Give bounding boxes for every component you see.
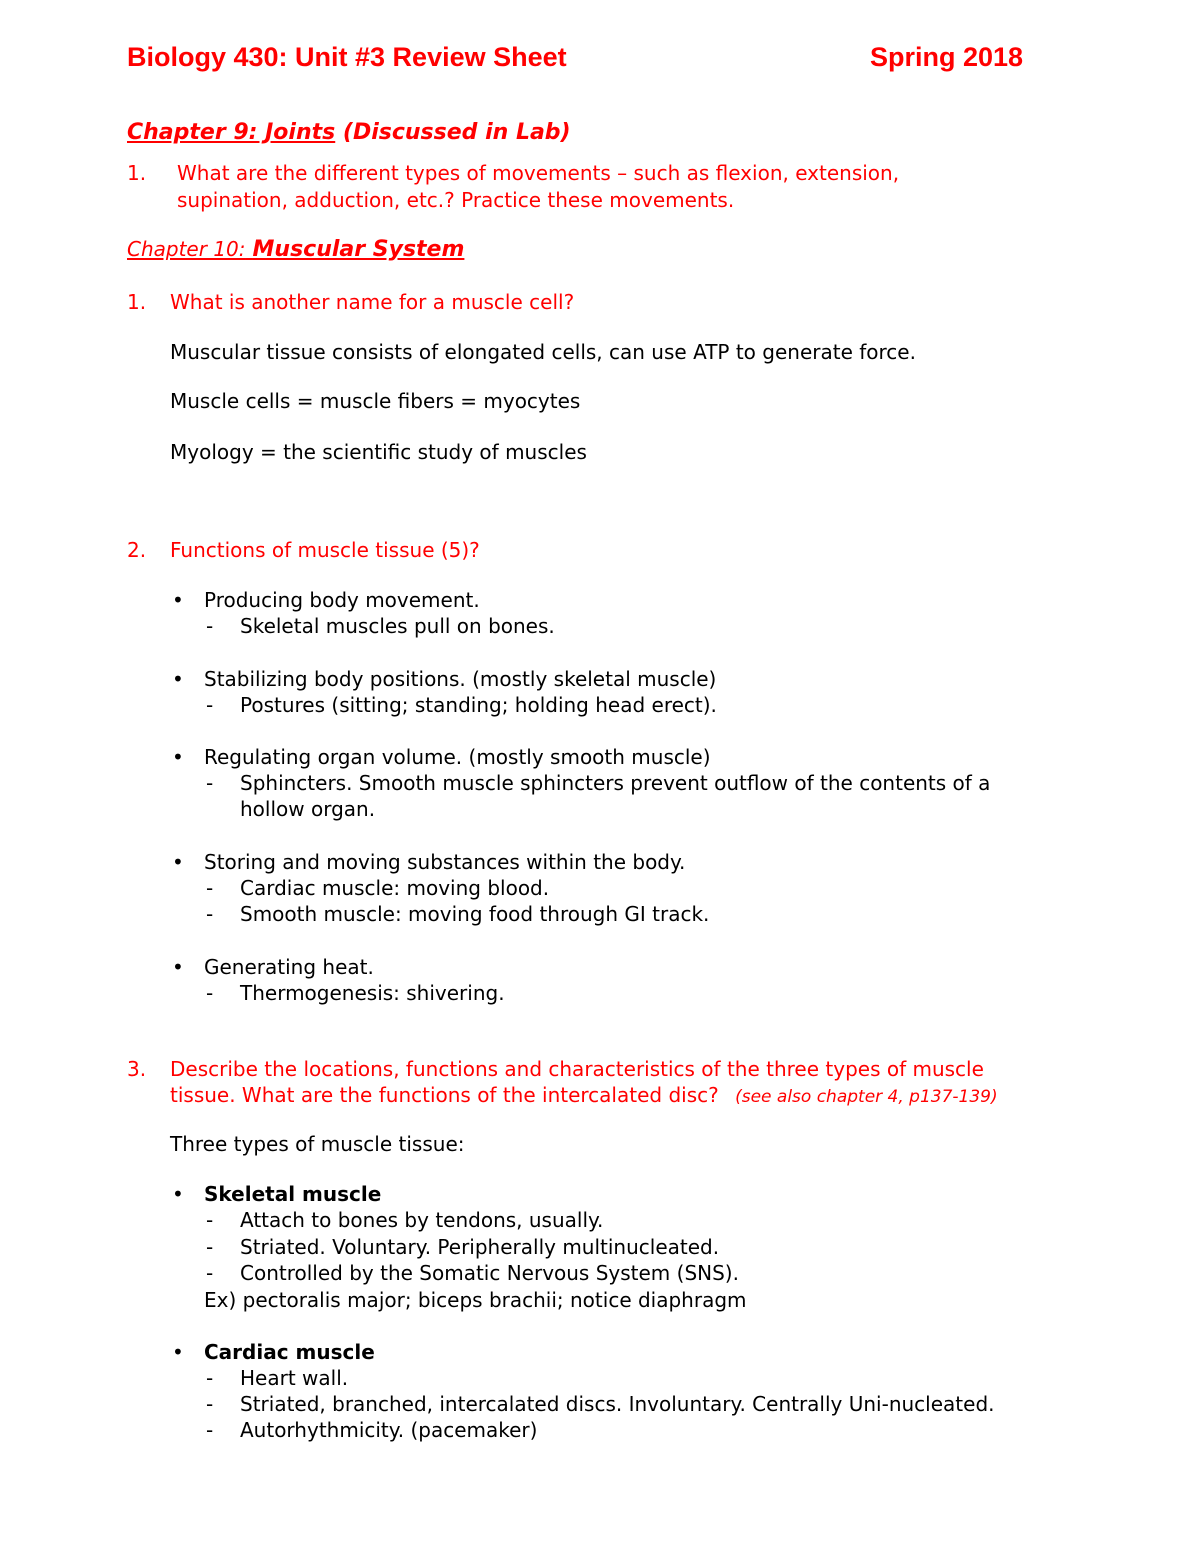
chapter-10-prefix: Chapter 10: xyxy=(127,237,246,261)
bullet-marker: • xyxy=(172,1340,184,1364)
bullet-marker: • xyxy=(172,745,184,769)
chapter-10-title: Muscular System xyxy=(252,237,465,262)
dash-marker: - xyxy=(206,771,214,795)
dash-marker: - xyxy=(206,876,214,900)
function-item: Producing body movement. xyxy=(204,588,480,612)
ch10-q1-answer-3: Myology = the scientific study of muscles xyxy=(170,440,587,464)
dash-marker: - xyxy=(206,1208,214,1232)
cardiac-detail: Striated, branched, intercalated discs. Involuntary. Centrally Uni-nucleated. xyxy=(240,1392,995,1416)
ch10-q3-line1: Describe the locations, functions and characteristics of the three types of muscle xyxy=(170,1057,984,1081)
ch9-q1-number: 1. xyxy=(127,161,147,185)
function-detail: Postures (sitting; standing; holding head erect). xyxy=(240,693,717,717)
function-detail: Cardiac muscle: moving blood. xyxy=(240,876,550,900)
ch10-q3-reference: (see also chapter 4, p137-139) xyxy=(735,1087,998,1107)
dash-marker: - xyxy=(206,1261,214,1285)
bullet-marker: • xyxy=(172,588,184,612)
function-item: Stabilizing body positions. (mostly skeletal muscle) xyxy=(204,667,717,691)
ch10-q1-question: What is another name for a muscle cell? xyxy=(170,290,575,314)
cardiac-muscle-title: Cardiac muscle xyxy=(204,1340,375,1364)
document-title: Biology 430: Unit #3 Review Sheet xyxy=(127,42,567,72)
ch10-q2-question: Functions of muscle tissue (5)? xyxy=(170,538,480,562)
ch10-q1-answer-1: Muscular tissue consists of elongated cells, can use ATP to generate force. xyxy=(170,340,916,364)
dash-marker: - xyxy=(206,902,214,926)
ch10-q1-number: 1. xyxy=(127,290,147,314)
dash-marker: - xyxy=(206,1235,214,1259)
skeletal-detail: Controlled by the Somatic Nervous System (SNS). xyxy=(240,1261,739,1285)
skeletal-detail: Striated. Voluntary. Peripherally multinucleated. xyxy=(240,1235,720,1259)
chapter-9-note: (Discussed in Lab) xyxy=(342,120,571,145)
function-item: Storing and moving substances within the body. xyxy=(204,850,686,874)
ch10-q3-line2-text: tissue. What are the functions of the intercalated disc? xyxy=(170,1083,719,1107)
ch10-q3-line2 xyxy=(170,1082,998,1110)
dash-marker: - xyxy=(206,1366,214,1390)
cardiac-detail: Autorhythmicity. (pacemaker) xyxy=(240,1418,538,1442)
ch9-q1-line1: What are the different types of movements – such as flexion, extension, xyxy=(177,161,900,185)
skeletal-example: Ex) pectoralis major; biceps brachii; notice diaphragm xyxy=(204,1288,747,1312)
function-detail: Smooth muscle: moving food through GI track. xyxy=(240,902,710,926)
dash-marker: - xyxy=(206,1418,214,1442)
dash-marker: - xyxy=(206,981,214,1005)
function-detail: Skeletal muscles pull on bones. xyxy=(240,614,555,638)
term-label: Spring 2018 xyxy=(870,42,1024,72)
dash-marker: - xyxy=(206,693,214,717)
function-detail: Thermogenesis: shivering. xyxy=(240,981,505,1005)
function-detail: Sphincters. Smooth muscle sphincters prevent outflow of the contents of a xyxy=(240,771,991,795)
cardiac-detail: Heart wall. xyxy=(240,1366,349,1390)
function-item: Regulating organ volume. (mostly smooth muscle) xyxy=(204,745,711,769)
ch10-q3-number: 3. xyxy=(127,1057,147,1081)
bullet-marker: • xyxy=(172,955,184,979)
dash-marker: - xyxy=(206,1392,214,1416)
chapter-10-heading xyxy=(127,237,464,262)
bullet-marker: • xyxy=(172,850,184,874)
bullet-marker: • xyxy=(172,1182,184,1206)
ch10-q1-answer-2: Muscle cells = muscle fibers = myocytes xyxy=(170,389,581,413)
function-item: Generating heat. xyxy=(204,955,374,979)
chapter-9-heading xyxy=(127,120,571,145)
skeletal-muscle-title: Skeletal muscle xyxy=(204,1182,382,1206)
function-detail: hollow organ. xyxy=(240,797,376,821)
skeletal-detail: Attach to bones by tendons, usually. xyxy=(240,1208,604,1232)
ch10-q3-intro: Three types of muscle tissue: xyxy=(170,1132,465,1156)
ch10-q2-number: 2. xyxy=(127,538,147,562)
bullet-marker: • xyxy=(172,667,184,691)
dash-marker: - xyxy=(206,614,214,638)
ch9-q1-line2: supination, adduction, etc.? Practice these movements. xyxy=(177,188,735,212)
chapter-9-label: Chapter 9: Joints xyxy=(127,120,336,145)
